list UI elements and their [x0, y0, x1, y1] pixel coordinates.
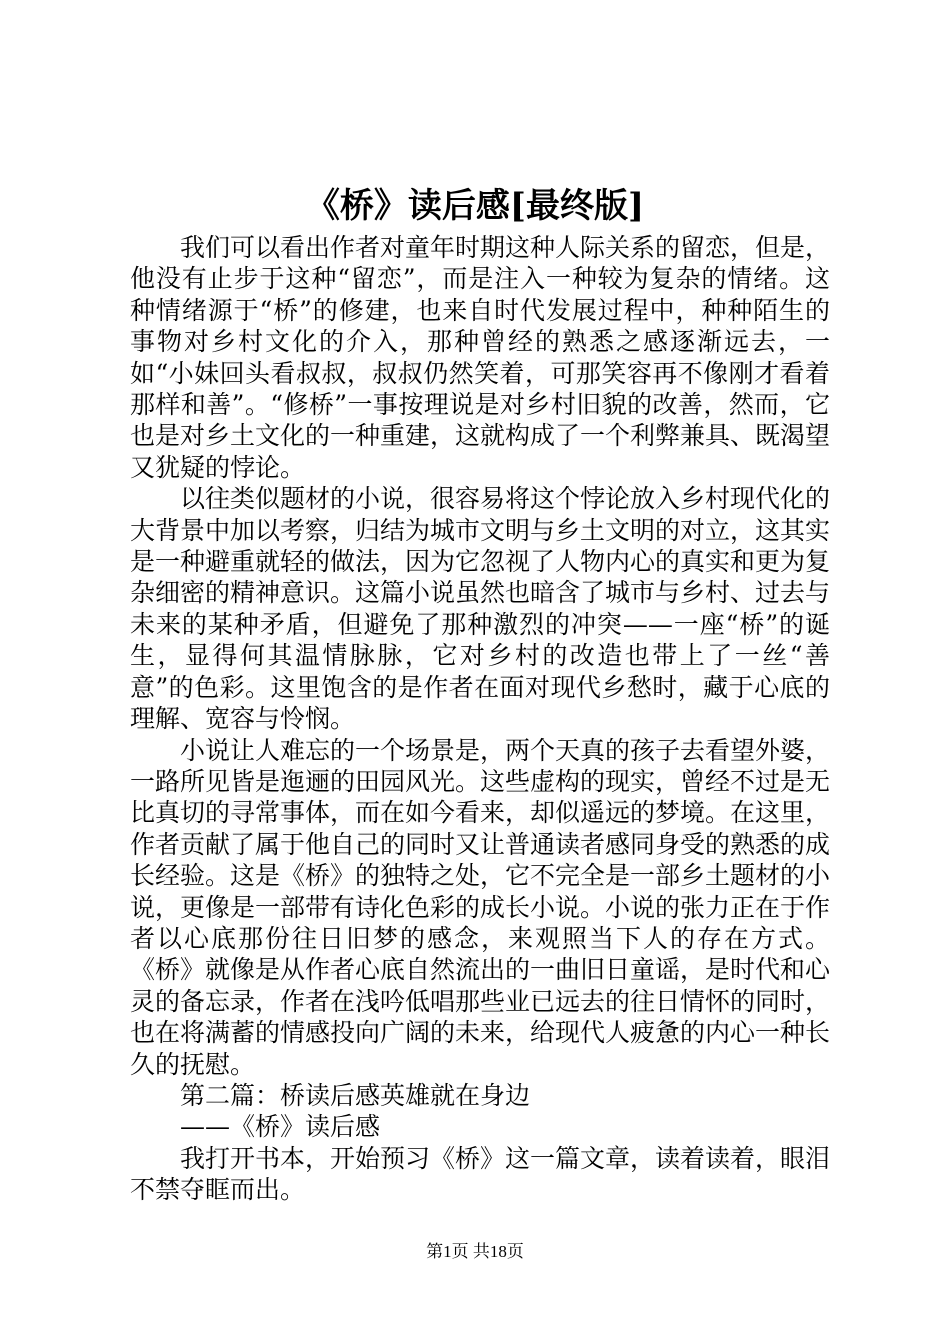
page-number-footer: 第1页 共18页 [426, 1242, 524, 1261]
document-title: 《桥》读后感[最终版] [305, 186, 645, 226]
document-body [130, 232, 830, 1206]
section-heading: 第二篇：桥读后感英雄就在身边 [180, 1080, 531, 1110]
paragraph: 我打开书本，开始预习《桥》这一篇文章，读着读着，眼泪不禁夺眶而出。 [130, 1143, 831, 1205]
paragraph: 以往类似题材的小说，很容易将这个悖论放入乡村现代化的大背景中加以考察，归结为城市文明与乡土文明的对立，这其实是一种避重就轻的做法，因为它忽视了人物内心的真实和更为复杂细密的精神意识。这篇小说虽然也暗含了城市与乡村、过去与未来的某种矛盾，但避免了那种激烈的冲突——一座“桥”的诞生，显得何其温情脉脉，它对乡村的改造也带上了一丝“善意”的色彩。这里饱含的是作者在面对现代乡愁时，藏于心底的理解、宽容与怜悯。 [130, 484, 831, 734]
paragraph: 我们可以看出作者对童年时期这种人际关系的留恋，但是，他没有止步于这种“留恋”，而是注入一种较为复杂的情绪。这种情绪源于“桥”的修建，也来自时代发展过程中，种种陌生的事物对乡村文化的介入，那种曾经的熟悉之感逐渐远去，一如“小妹回头看叔叔，叔叔仍然笑着，可那笑容再不像刚才看着那样和善”。“修桥”一事按理说是对乡村旧貌的改善，然而，它也是对乡土文化的一种重建，这就构成了一个利弊兼具、既渴望又犹疑的悖论。 [130, 233, 831, 482]
section-subheading: ——《桥》读后感 [180, 1112, 381, 1142]
paragraph: 小说让人难忘的一个场景是，两个天真的孩子去看望外婆，一路所见皆是迤逦的田园风光。这些虚构的现实，曾经不过是无比真切的寻常事体，而在如今看来，却似遥远的梦境。在这里，作者贡献了属于他自己的同时又让普通读者感同身受的熟悉的成长经验。这是《桥》的独特之处，它不完全是一部乡土题材的小说，更像是一部带有诗化色彩的成长小说。小说的张力正在于作者以心底那份往日旧梦的感念，来观照当下人的存在方式。《桥》就像是从作者心底自然流出的一曲旧日童谣，是时代和心灵的备忘录，作者在浅吟低唱那些业已远去的往日情怀的同时，也在将满蓄的情感投向广阔的未来，给现代人疲惫的内心一种长久的抚慰。 [130, 735, 831, 1079]
